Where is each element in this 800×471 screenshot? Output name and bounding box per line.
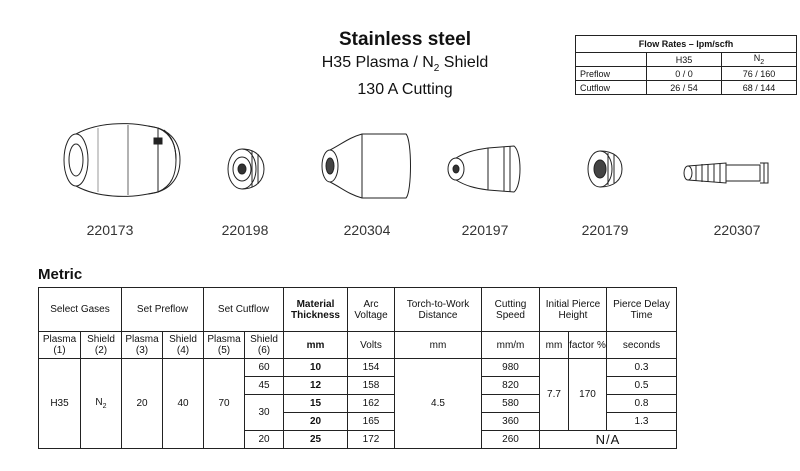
header-arc-voltage: Arc Voltage	[348, 288, 395, 332]
cell-cutflow-shield: 30	[245, 395, 284, 431]
cell-pierce-height: 7.7	[540, 359, 569, 431]
cell-volts: 154	[348, 359, 395, 377]
subheader: seconds	[607, 332, 677, 359]
cell-delay: 0.3	[607, 359, 677, 377]
electrode-icon	[680, 155, 772, 191]
cell-not-applicable: N/A	[540, 431, 677, 449]
cell-delay: 0.8	[607, 395, 677, 413]
header-material-thickness: Material Thickness	[284, 288, 348, 332]
cell-torch-distance: 4.5	[395, 359, 482, 449]
cell-speed: 820	[482, 377, 540, 395]
flow-cell: 76 / 160	[722, 67, 797, 81]
cell-delay: 0.5	[607, 377, 677, 395]
cell-delay: 1.3	[607, 413, 677, 431]
part-number: 220198	[221, 222, 269, 238]
cutting-current: 130 A Cutting	[357, 81, 453, 99]
subheader: Shield (4)	[163, 332, 204, 359]
cell-pierce-factor: 170	[569, 359, 607, 431]
retaining-cap-icon	[222, 146, 268, 192]
cell-volts: 165	[348, 413, 395, 431]
cell-thickness: 20	[284, 413, 348, 431]
cell-cutflow-shield: 45	[245, 377, 284, 395]
subheader: mm	[284, 332, 348, 359]
cell-speed: 360	[482, 413, 540, 431]
title-block	[300, 28, 510, 100]
cell-volts: 158	[348, 377, 395, 395]
header-set-cutflow: Set Cutflow	[204, 288, 284, 332]
cell-preflow-plasma: 20	[122, 359, 163, 449]
cut-chart-table	[38, 287, 677, 449]
flow-cell: 68 / 144	[722, 81, 797, 95]
cell-shield-gas: $N_2$	[81, 359, 122, 449]
subheader: Plasma (3)	[122, 332, 163, 359]
flow-rates-table	[575, 35, 797, 95]
cell-preflow-shield: 40	[163, 359, 204, 449]
shield-part-icon	[58, 120, 184, 200]
swirl-ring-icon	[584, 148, 626, 190]
subheader: Shield (2)	[81, 332, 122, 359]
header-initial-pierce: Initial Pierce Height	[540, 288, 607, 332]
cell-volts: 162	[348, 395, 395, 413]
cell-thickness: 25	[284, 431, 348, 449]
cell-cutflow-shield: 20	[245, 431, 284, 449]
page-title: Stainless steel	[338, 29, 472, 50]
header-torch-distance: Torch-to-Work Distance	[395, 288, 482, 332]
flow-cell: 26 / 54	[647, 81, 722, 95]
header-pierce-delay: Pierce Delay Time	[607, 288, 677, 332]
flow-col-h35: H35	[647, 53, 722, 67]
cell-speed: 580	[482, 395, 540, 413]
flow-row-label: Cutflow	[576, 81, 647, 95]
part-number: 220304	[343, 222, 391, 238]
cell-thickness: 15	[284, 395, 348, 413]
flow-row-label: Preflow	[576, 67, 647, 81]
header-cutting-speed: Cutting Speed	[482, 288, 540, 332]
section-heading: Metric	[38, 266, 83, 283]
subheader: Plasma (1)	[39, 332, 81, 359]
flow-col-n2: $N_2$	[722, 53, 797, 67]
cell-speed: 980	[482, 359, 540, 377]
cell-volts: 172	[348, 431, 395, 449]
cell-thickness: 10	[284, 359, 348, 377]
nozzle-cap-icon	[318, 130, 414, 202]
cell-speed: 260	[482, 431, 540, 449]
subheader: mm	[395, 332, 482, 359]
part-number: 220197	[461, 222, 509, 238]
cell-plasma-gas: H35	[39, 359, 81, 449]
cell-thickness: 12	[284, 377, 348, 395]
nozzle-icon	[444, 142, 524, 196]
cell-cutflow-plasma: 70	[204, 359, 245, 449]
subheader: mm	[540, 332, 569, 359]
cell-cutflow-shield: 60	[245, 359, 284, 377]
part-number: 220307	[713, 222, 761, 238]
part-number: 220179	[581, 222, 629, 238]
header-select-gases: Select Gases	[39, 288, 122, 332]
flow-cell: 0 / 0	[647, 67, 722, 81]
subheader: mm/m	[482, 332, 540, 359]
header-set-preflow: Set Preflow	[122, 288, 204, 332]
flow-rates-title: Flow Rates – lpm/scfh	[576, 36, 797, 53]
page-subtitle: H35 Plasma / $N_2$ Shield	[321, 54, 489, 75]
part-number: 220173	[86, 222, 134, 238]
subheader: Plasma (5)	[204, 332, 245, 359]
subheader: Volts	[348, 332, 395, 359]
subheader: factor %	[569, 332, 607, 359]
subheader: Shield (6)	[245, 332, 284, 359]
